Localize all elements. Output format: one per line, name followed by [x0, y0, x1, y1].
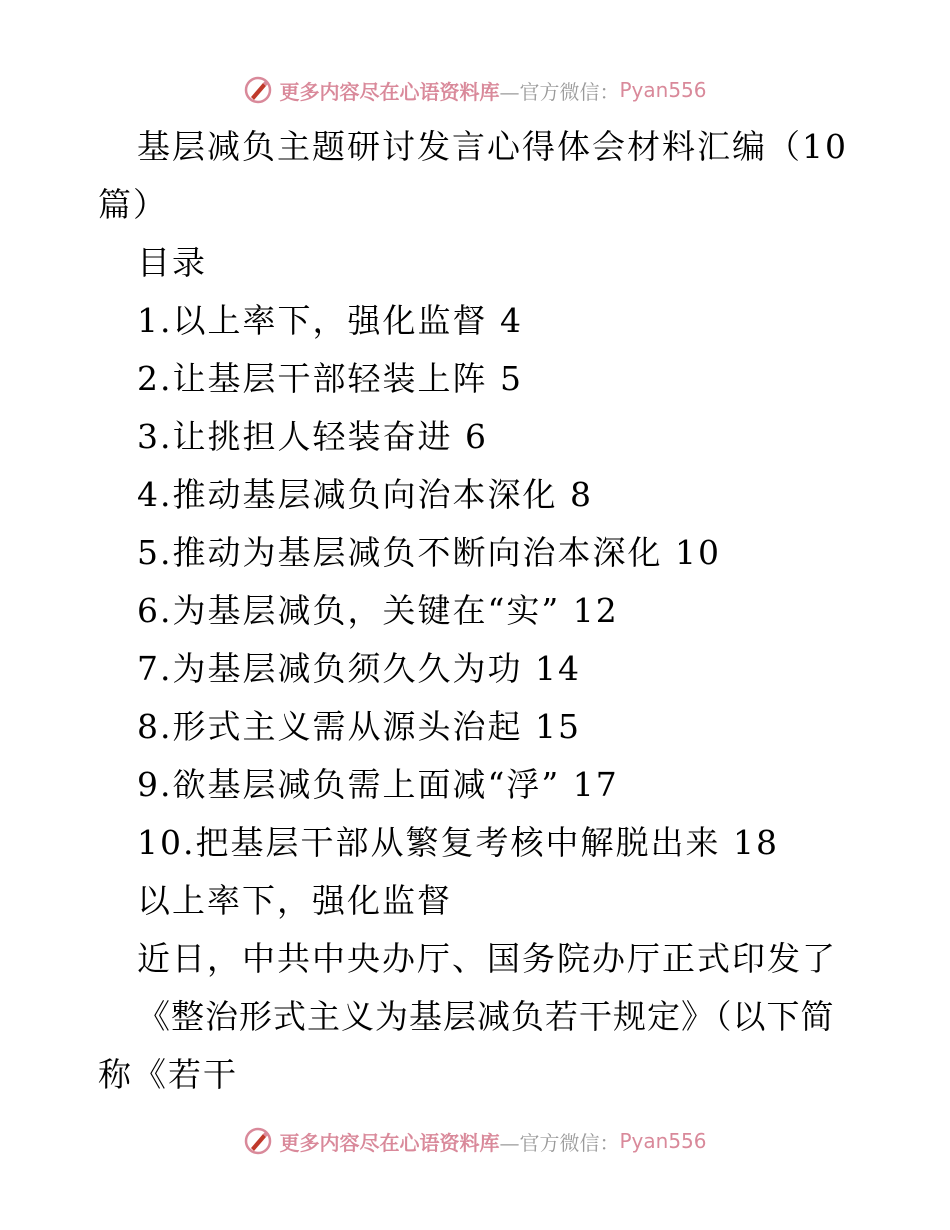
pen-logo-icon — [243, 75, 273, 105]
document-title-continued: 篇） — [98, 185, 168, 224]
toc-item: 3.让挑担人轻装奋进 6 — [137, 417, 488, 456]
section-heading: 以上率下，强化监督 — [137, 881, 452, 920]
banner-text: 更多内容尽在心语资料库 — [279, 79, 500, 104]
banner-separator: —官方微信： — [499, 79, 620, 104]
toc-item: 2.让基层干部轻装上阵 5 — [137, 359, 523, 398]
toc-item: 9.欲基层减负需上面减“浮” 17 — [137, 765, 619, 804]
toc-item: 5.推动为基层减负不断向治本深化 10 — [137, 533, 721, 572]
banner-text: 更多内容尽在心语资料库 — [279, 1130, 500, 1155]
toc-item: 10.把基层干部从繁复考核中解脱出来 18 — [137, 823, 779, 862]
banner-wechat-id: Pyan556 — [619, 78, 707, 102]
body-paragraph-line: 《整治形式主义为基层减负若干规定》（以下简 — [137, 997, 835, 1036]
toc-heading: 目录 — [137, 243, 207, 282]
banner-separator: —官方微信： — [499, 1130, 620, 1155]
toc-item: 8.形式主义需从源头治起 15 — [137, 707, 581, 746]
toc-item: 4.推动基层减负向治本深化 8 — [137, 475, 593, 514]
body-paragraph-line: 称《若干 — [98, 1055, 238, 1094]
pen-logo-icon — [243, 1126, 273, 1156]
document-title: 基层减负主题研讨发言心得体会材料汇编（10 — [137, 127, 848, 166]
toc-item: 1.以上率下，强化监督 4 — [137, 301, 523, 340]
toc-item: 7.为基层减负须久久为功 14 — [137, 649, 581, 688]
header-banner — [0, 70, 950, 110]
body-paragraph-line: 近日，中共中央办厅、国务院办厅正式印发了 — [137, 939, 837, 978]
banner-wechat-id: Pyan556 — [619, 1129, 707, 1153]
footer-banner — [0, 1121, 950, 1161]
toc-item: 6.为基层减负，关键在“实” 12 — [137, 591, 619, 630]
